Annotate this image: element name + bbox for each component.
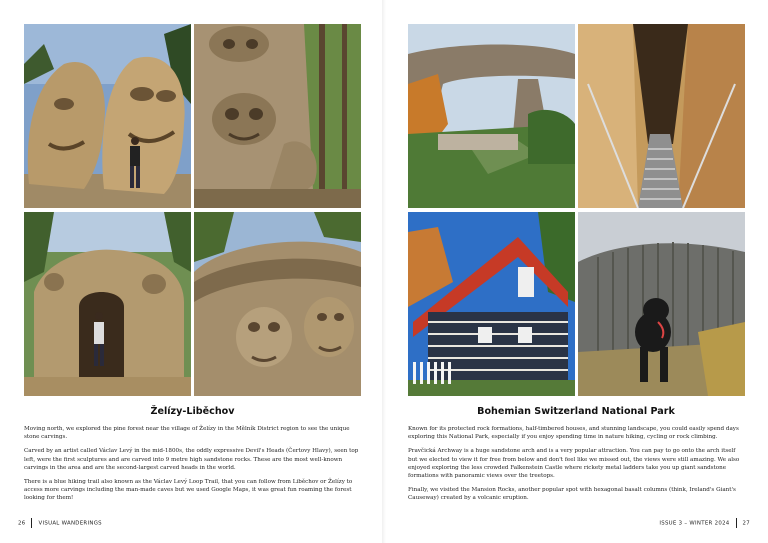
right-body-text — [408, 425, 746, 509]
left-page-number: 26 — [18, 520, 26, 527]
photo-metal-ladder-gorge — [578, 24, 745, 208]
photo-carved-rock-face — [194, 24, 361, 208]
issue-label: ISSUE 3 – WINTER 2024 — [659, 520, 730, 527]
photo-carved-faces-close-up — [194, 212, 361, 396]
right-paragraph-2: Pravčická Archway is a huge sandstone arch and is a very popular attraction. You can pay to go onto the arch itself but we elected to view it for free from below and don't feel like we missed out, the views were still amazing. We also enjoyed exploring the less crowded Falkenstein Castle where rickety metal ladders take you up giant sandstone formations with panoramic views over the treetops. — [408, 448, 740, 480]
right-footer — [659, 518, 750, 528]
right-section-heading: Bohemian Switzerland National Park — [477, 406, 675, 417]
photo-pravcicka-archway — [408, 24, 575, 208]
photo-cave-carving-with-person — [24, 212, 191, 396]
photo-basalt-columns-with-dog — [578, 212, 745, 396]
left-body-text — [24, 425, 360, 509]
photo-devils-heads-with-person — [24, 24, 191, 208]
magazine-name: VISUAL WANDERINGS — [38, 520, 102, 527]
left-section-heading: Želízy-Liběchov — [150, 406, 235, 417]
left-paragraph-2: Carved by an artist called Václav Levý in the mid-1800s, the oddly expressive Devil's Heads (Čertovy Hlavy), seen top left, were the first sculptures and are carved into 9 metre high sandstone rocks. These are the most well-known carvings in the area and are the second-largest carved heads in the world. — [24, 448, 359, 471]
right-page-number: 27 — [742, 520, 750, 527]
photo-half-timbered-house — [408, 212, 575, 396]
left-paragraph-1: Moving north, we explored the pine forest near the village of Želízy in the Mělník District region to see the unique stone carvings. — [24, 426, 350, 441]
left-footer-divider — [31, 518, 32, 528]
right-footer-divider — [736, 518, 737, 528]
right-paragraph-3: Finally, we visited the Mansion Rocks, another popular spot with hexagonal basalt columns (think, Ireland's Giant's Causeway) created by a volcanic eruption. — [408, 487, 736, 502]
right-paragraph-1: Known for its protected rock formations, half-timbered houses, and stunning landscape, you could easily spend days exploring this National Park, especially if you enjoy spending time in nature hiking, cycling or rock climbing. — [408, 426, 739, 441]
left-footer — [18, 518, 102, 528]
left-paragraph-3: There is a blue hiking trail also known as the Václav Levý Loop Trail, that you can follow from Liběchov or Želízy to access more carvings including the man-made caves but we used Google Maps, it was great fun roaming the forest looking for them! — [24, 479, 353, 502]
right-page — [384, 0, 768, 543]
